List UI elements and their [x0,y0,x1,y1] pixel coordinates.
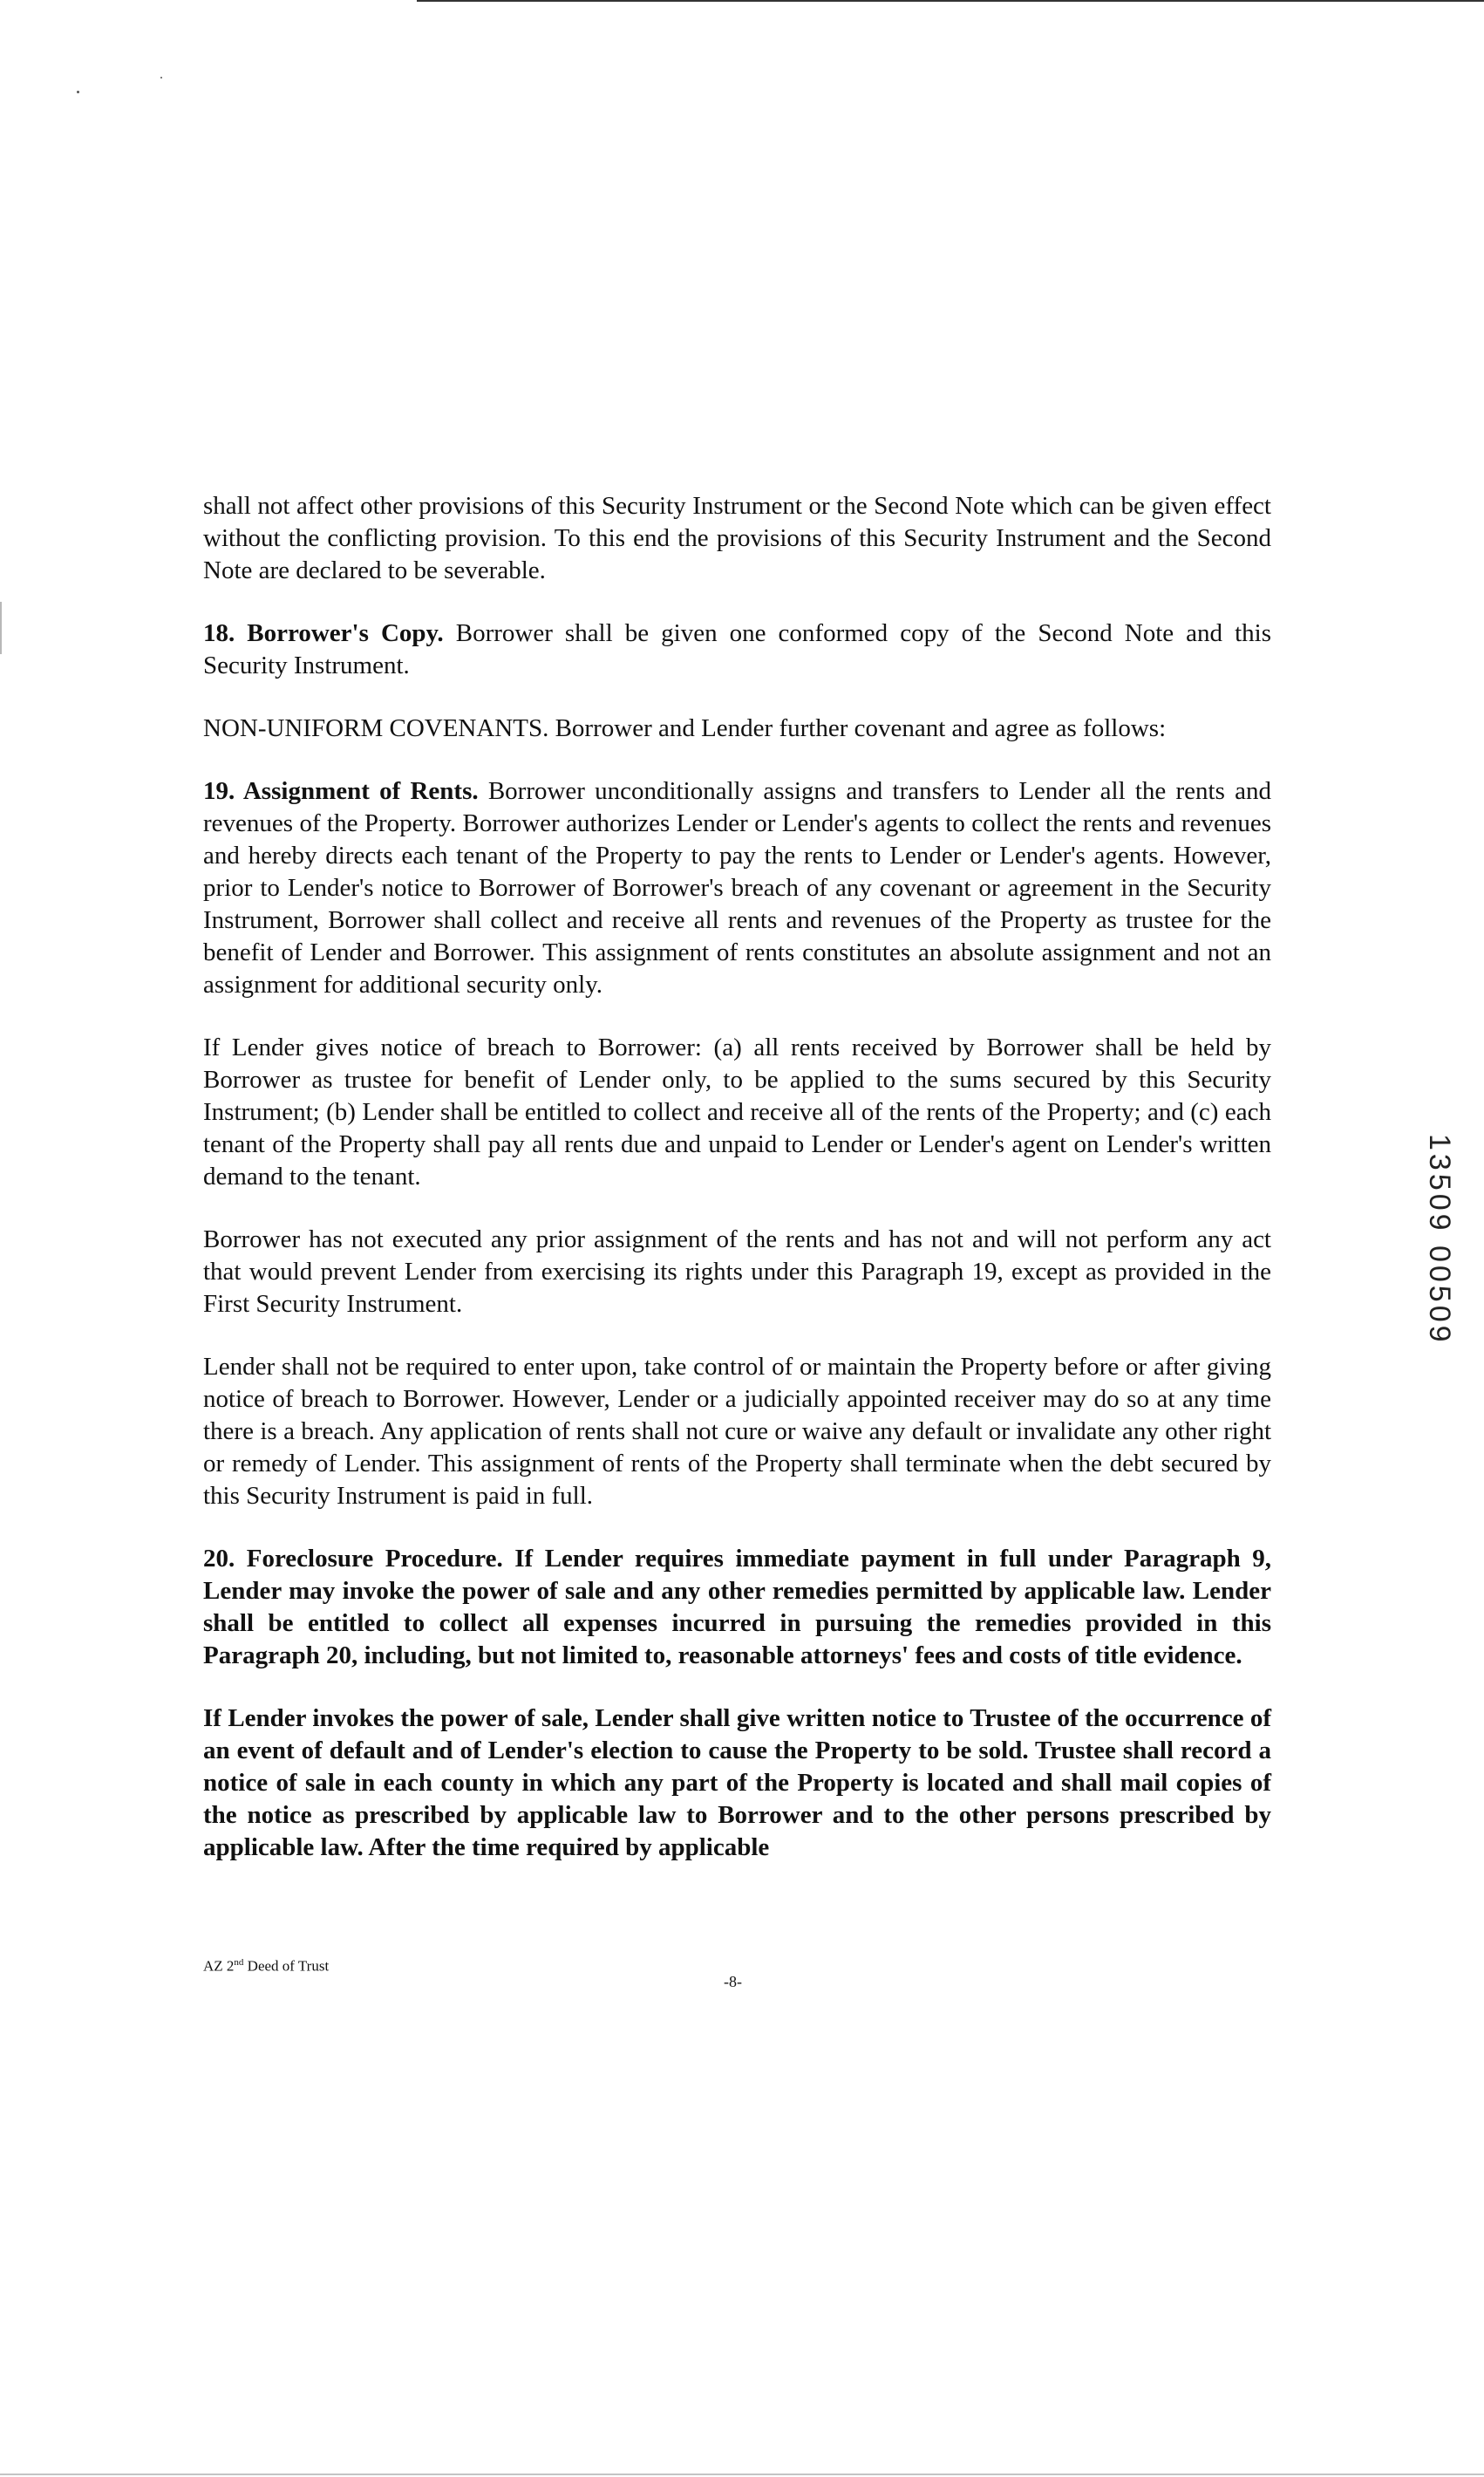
scan-speck [77,91,79,93]
paragraph-heading: 19. Assignment of Rents. [203,777,479,805]
paragraph-19-assignment-of-rents [203,775,1271,1001]
paragraph-20-foreclosure: 20. Foreclosure Procedure. If Lender requires immediate payment in full under Paragraph 9, Lender may invoke the power of sale and any other remedies permitted by applicable law. Lender shall be entitled to collect all expenses incurred in pursuing the remedies provided in this Paragraph 20, including, but not limited to, reasonable attorneys' fees and costs of title evidence. [203,1545,1271,1669]
paragraph-18-borrowers-copy [203,618,1271,682]
footer-title-prefix: AZ 2 [203,1957,235,1975]
footer-title-suffix: Deed of Trust [243,1957,330,1975]
scan-speck [160,77,162,78]
footer-title-superscript: nd [234,1957,244,1968]
page-number: -8- [724,1973,742,1990]
non-uniform-covenants: NON-UNIFORM COVENANTS. Borrower and Lender further covenant and agree as follows: [203,714,1167,742]
paragraph-text: Borrower shall be given one conformed copy of the Second Note and this Security Instrument. [203,619,1271,679]
recording-number-stamp: 13509 00509 [1423,1134,1456,1346]
document-body [203,490,1271,1894]
scan-edge-top [417,0,1484,2]
paragraph-lender-control: Lender shall not be required to enter upon, take control of or maintain the Property before or after giving notice of breach to Borrower. However, Lender or a judicially appointed receiver may do so at any time there is a breach. Any application of rents shall not cure or waive any default or invalidate any other right or remedy of Lender. This assignment of rents of the Property shall terminate when the debt secured by this Security Instrument is paid in full. [203,1353,1271,1510]
scan-edge-bottom [0,2474,1484,2475]
scan-edge-left [0,602,2,654]
document-footer-title [203,1957,329,1975]
paragraph-text: Borrower unconditionally assigns and transfers to Lender all the rents and revenues of the Property. Borrower authorizes Lender or Lender's agents to collect the rents and revenues and hereby directs each tenant of the Property to pay the rents to Lender or Lender's agents. However, prior to Lender's notice to Borrower of Borrower's breach of any covenant or agreement in the Security Instrument, Borrower shall collect and receive all rents and revenues of the Property as trustee for the benefit of Lender and Borrower. This assignment of rents constitutes an absolute assignment and not an assignment for additional security only. [203,777,1271,999]
paragraph-heading: 18. Borrower's Copy. [203,619,444,647]
paragraph-power-of-sale: If Lender invokes the power of sale, Lender shall give written notice to Trustee of the occurrence of an event of default and of Lender's election to cause the Property to be sold. Trustee shall record a notice of sale in each county in which any part of the Property is located and shall mail copies of the notice as prescribed by applicable law to Borrower and to the other persons prescribed by applicable law. After the time required by applicable [203,1704,1271,1861]
paragraph-prior-assignment: Borrower has not executed any prior assignment of the rents and has not and will not perform any act that would prevent Lender from exercising its rights under this Paragraph 19, except as provided in the First Security Instrument. [203,1225,1271,1318]
paragraph-notice-of-breach: If Lender gives notice of breach to Borrower: (a) all rents received by Borrower shall be held by Borrower as trustee for benefit of Lender only, to be applied to the sums secured by this Security Instrument; (b) Lender shall be entitled to collect and receive all of the rents of the Property; and (c) each tenant of the Property shall pay all rents due and unpaid to Lender or Lender's agent on Lender's written demand to the tenant. [203,1034,1271,1191]
paragraph-continuation: shall not affect other provisions of this Security Instrument or the Second Note which can be given effect without the conflicting provision. To this end the provisions of this Security Instrument and the Second Note are declared to be severable. [203,492,1271,584]
